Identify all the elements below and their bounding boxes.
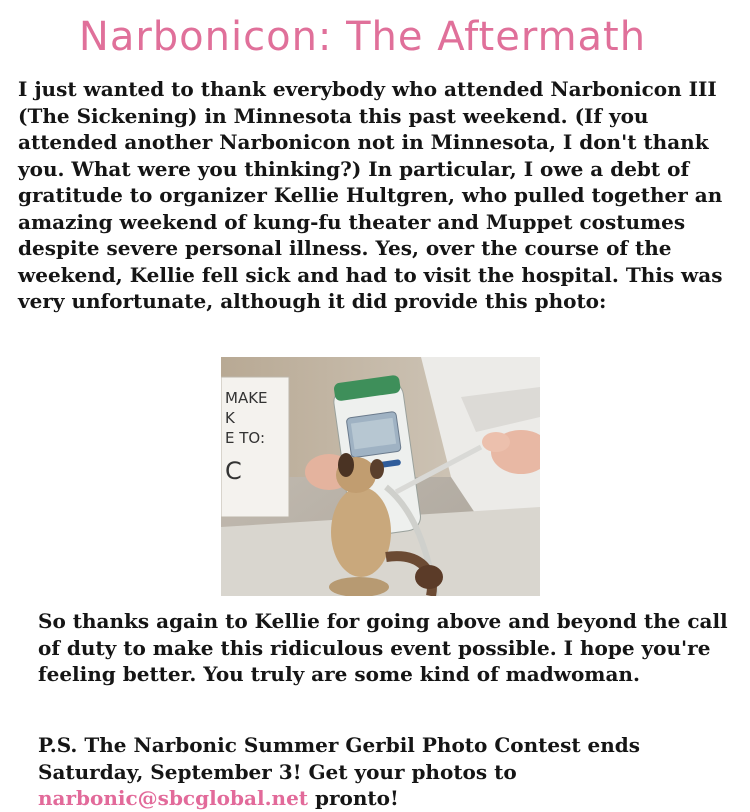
photo-illustration <box>221 357 540 596</box>
sign-line: MAKE <box>225 389 268 407</box>
ps-text-end: pronto! <box>308 786 399 810</box>
sign-line: C <box>225 457 242 485</box>
sign-line: E TO: <box>225 429 266 447</box>
email-link[interactable]: narbonic@sbcglobal.net <box>38 786 309 810</box>
page-title: Narbonicon: The Aftermath <box>78 14 647 60</box>
hospital-photo <box>221 357 540 596</box>
sign-line: K <box>225 409 235 427</box>
ps-text: P.S. The Narbonic Summer Gerbil Photo Contest ends Saturday, September 3! Get your photos to <box>38 733 641 784</box>
thanks-paragraph: So thanks again to Kellie for going above and beyond the call of duty to make this ridiculous event possible. I hope you're feeling better. You truly are some kind of madwoman. <box>38 609 728 686</box>
intro-paragraph: I just wanted to thank everybody who attended Narbonicon III (The Sickening) in Minnesota this past weekend. (If you attended another Narbonicon not in Minnesota, I don't thank you. What were you thinking?) In particular, I owe a debt of gratitude to organizer Kellie Hultgren, who pulled together an amazing weekend of kung-fu theater and Muppet costumes despite severe personal illness. Yes, over the course of the weekend, Kellie fell sick and had to visit the hospital. This was very unfortunate, although it did provide this photo: <box>18 77 723 313</box>
